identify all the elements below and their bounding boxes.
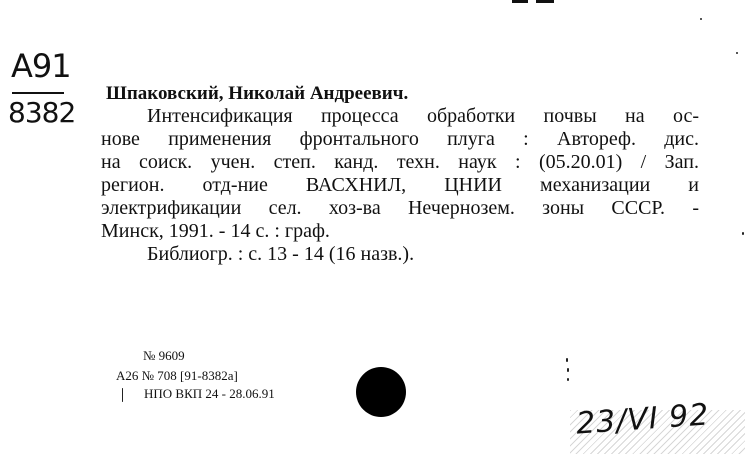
top-edge-mark [536,0,554,3]
top-edge-mark [512,0,528,3]
speck [122,388,123,402]
speck [736,52,738,54]
description-line: нове применения фронтального плуга : Автореф. дис. [101,128,699,150]
registration-stamp: НПО ВКП 24 - 28.06.91 [144,386,275,401]
description-line: Интенсификация процесса обработки почвы на ос- [147,105,699,127]
bibliography-line: Библиогр. : с. 13 - 14 (16 назв.). [147,243,415,265]
ink-blot-icon [356,367,406,417]
author-heading: Шпаковский, Николай Андреевич. [106,83,409,104]
description-line: электрификации сел. хоз-ва Нечернозем. зоны СССР. - [101,197,699,219]
speck [567,368,569,372]
description-line: Минск, 1991. - 14 с. : граф. [101,220,330,242]
description-line: регион. отд-ние ВАСХНИЛ, ЦНИИ механизации и [101,174,699,196]
speck [567,378,569,381]
handwritten-date: 23/VI 92 [574,397,711,442]
speck [742,232,744,235]
shelf-code: А91 [11,47,71,85]
description-line: на соиск. учен. степ. канд. техн. наук : (05.20.01) / Зап. [101,151,699,173]
speck [700,18,702,20]
accession-number: № 9609 [143,348,185,363]
number-code: 8382 [8,96,76,129]
shelf-code-underline [12,92,64,94]
speck [566,358,568,362]
accession-code: А26 № 708 [91-8382а] [116,368,238,383]
